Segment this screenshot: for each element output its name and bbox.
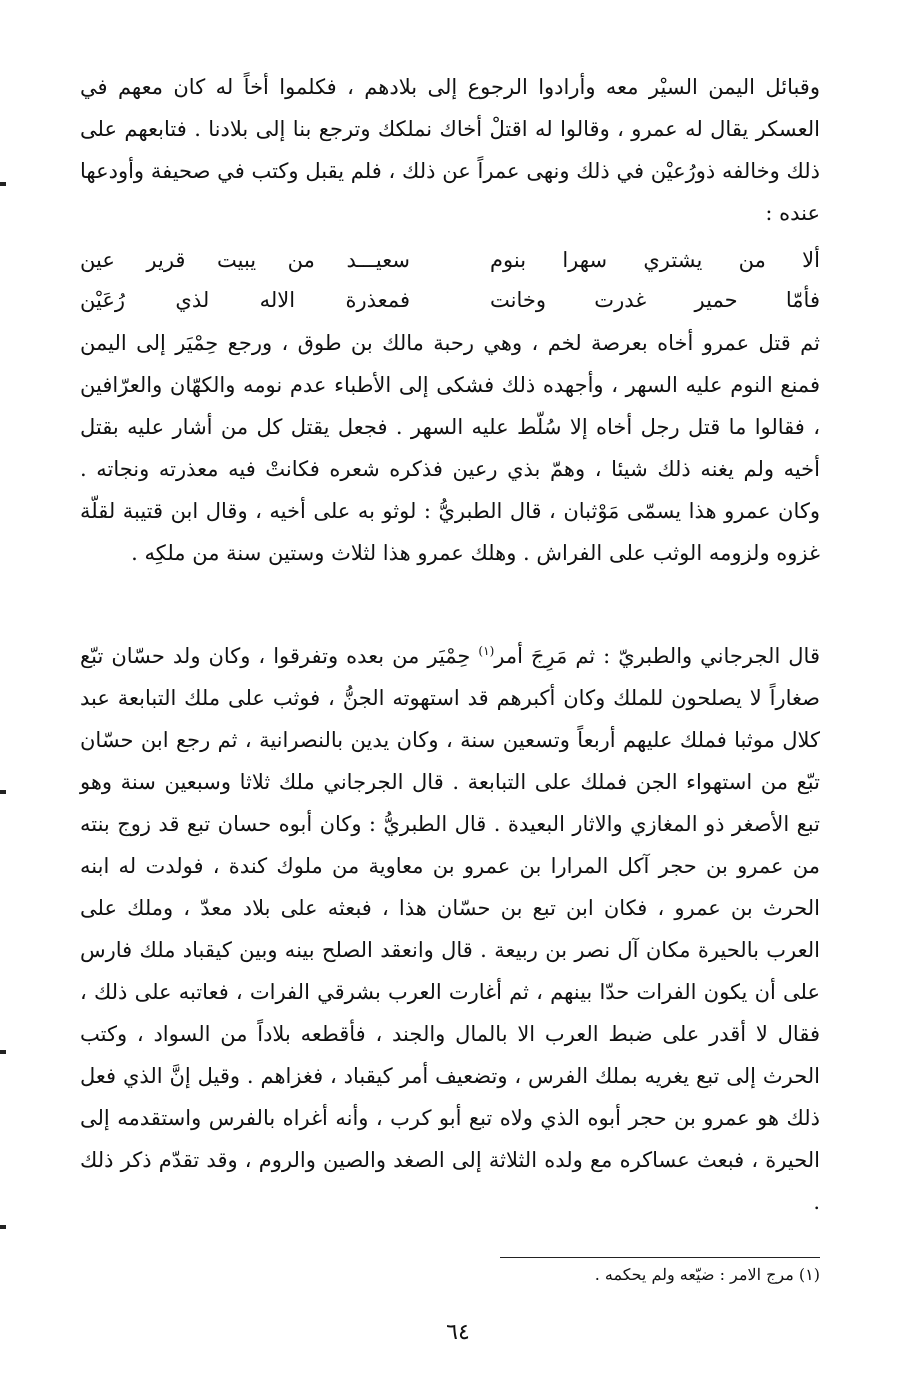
verse-1-first-hemistich: ألا من يشتري سهرا بنوم bbox=[490, 248, 820, 272]
verse-1-second-hemistich: سعيـــد من يبيت قرير عين bbox=[80, 248, 410, 272]
paragraph-3-opening: قال الجرجاني والطبريّ : ثم مَرِجَ أمر bbox=[494, 644, 820, 668]
footnote: (١) مرج الامر : ضيّعه ولم يحكمه . bbox=[594, 1265, 820, 1284]
poem-verse-1 bbox=[80, 242, 820, 278]
verse-2-second-hemistich: فمعذرة الاله لذي رُعَيْن bbox=[80, 288, 410, 312]
paragraph-1: وقبائل اليمن السيْر معه وأرادوا الرجوع إلى بلادهم ، فكلموا أخاً له كان معهم في العسكر يقال له عمرو ، وقالوا له اقتلْ أخاك نملكك وترجع بنا إلى بلادنا . فتابعهم على ذلك وخالفه ذورُعيْن في ذلك ونهى عمراً عن ذلك ، فلم يقبل وكتب في صحيفة وأودعها عنده : bbox=[80, 75, 820, 225]
margin-tick-mark bbox=[0, 790, 6, 794]
footnote-divider bbox=[500, 1257, 820, 1258]
margin-tick-mark bbox=[0, 1050, 6, 1054]
paragraph-3 bbox=[80, 630, 820, 1223]
paragraph-3-body: حِمْيَر من بعده وتفرقوا ، وكان ولد حسّان تبّع صغاراً لا يصلحون للملك وكان أكبرهم قد استهوته الجنُّ ، فوثب على ملك التبابعة عبد كلال موثبا فملك عليهم أربعاً وتسعين سنة ، وكان يدين بالنصرانية ، ثم رجع ابن حسّان تبّع من استهواء الجن فملك على التبابعة . قال الجرجاني ملك ثلاثا وسبعين سنة وهو تبع الأصغر ذو المغازي والاثار البعيدة . قال الطبريُّ : وكان أبوه حسان تبع قد زوج بنته من عمرو بن حجر آكل المرارا بن عمرو بن معاوية من ملوك كندة ، فولدت له ابنه الحرث بن عمرو ، فكان ابن تبع بن حسّان هذا ، فبعثه على بلاد معدّ ، وملك على العرب بالحيرة مكان آل نصر بن ربيعة . قال وانعقد الصلح بينه وبين كيقباد ملك فارس على أن يكون الفرات حدّا بينهم ، ثم أغارت العرب بشرقي الفرات ، فعاتبه على ذلك ، فقال لا أقدر على ضبط العرب الا بالمال والجند ، فأقطعه بلاداً من السواد ، وكتب الحرث إلى تبع يغريه بملك الفرس ، وتضعيف أمر كيقباد ، فغزاهم . وقيل إنَّ الذي فعل ذلك هو عمرو بن حجر أبوه الذي ولاه تبع أبو كرب ، وأنه أغراه بالفرس واستقدمه إلى الحيرة ، فبعث عساكره مع ولده الثلاثة إلى الصغد والصين والروم ، وقد تقدّم ذكر ذلك . bbox=[80, 644, 820, 1214]
footnote-reference: (١) bbox=[478, 644, 495, 658]
paragraph-2: ثم قتل عمرو أخاه بعرصة لخم ، وهي رحبة مالك بن طوق ، ورجع حِمْيَر إلى اليمن فمنع النوم عليه السهر ، وأجهده ذلك فشكى إلى الأطباء عدم نومه والكهّان والعرّافين ، فقالوا ما قتل رجل أخاه إلا سُلّط عليه السهر . فجعل يقتل كل من أشار عليه بقتل أخيه ولم يغنه ذلك شيئا ، وهمّ بذي رعين فذكره شعره فكانتْ فيه معذرته ونجاته . وكان عمرو هذا يسمّى مَوْثبان ، قال الطبريُّ : لوثو به على أخيه ، وقال ابن قتيبة لقلّة غزوه ولزومه الوثب على الفراش . وهلك عمرو هذا لثلاث وستين سنة من ملكِه . bbox=[80, 331, 820, 565]
poem-verse-2 bbox=[80, 282, 820, 318]
page-number: ٦٤ bbox=[446, 1320, 470, 1345]
margin-tick-mark bbox=[0, 1225, 6, 1229]
verse-2-first-hemistich: فأمّا حمير غدرت وخانت bbox=[490, 288, 820, 312]
margin-tick-mark bbox=[0, 182, 6, 186]
